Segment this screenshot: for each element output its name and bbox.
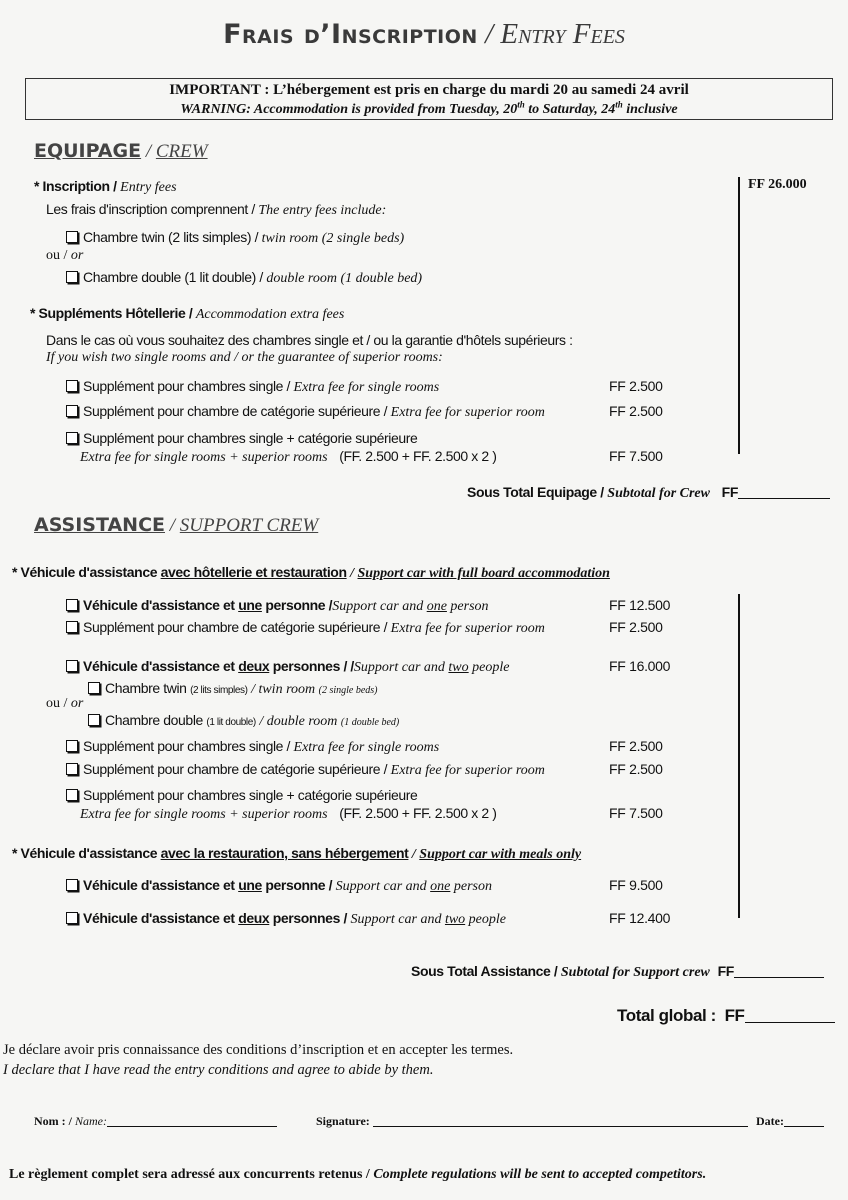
twin-fr: Chambre twin	[105, 680, 191, 696]
crew-supp-single-superior-en	[80, 448, 497, 466]
double-small: (1 lit double)	[206, 717, 256, 728]
support-heading-fr: ASSISTANCE	[34, 514, 165, 536]
title-sep: /	[477, 18, 501, 50]
support-subtotal	[411, 963, 824, 981]
notice-en-c: inclusive	[622, 102, 678, 117]
item-en-b: people	[465, 912, 506, 927]
crew-supp-single-superior[interactable]	[66, 430, 417, 446]
item-calc: (FF. 2.500 + FF. 2.500 x 2 )	[339, 805, 497, 821]
crew-twin-option[interactable]	[66, 229, 404, 247]
fb-double-option[interactable]	[88, 712, 399, 730]
fb-extra-single[interactable]	[66, 738, 439, 756]
notice-sup2: th	[615, 99, 623, 110]
accommodation-supplements-label	[30, 305, 344, 323]
full-board-label	[12, 564, 610, 582]
footer-fr: Le règlement complet sera adressé aux concurrents retenus /	[9, 1167, 374, 1182]
fb-superior[interactable]	[66, 619, 545, 637]
crew-subtotal	[467, 484, 830, 502]
item-fr-b: personnes /	[269, 910, 351, 926]
double-en: double room	[266, 714, 341, 729]
item-fr: Véhicule d'assistance et	[83, 910, 239, 926]
checkbox[interactable]	[66, 380, 78, 392]
fb-a: * Véhicule d'assistance	[12, 564, 161, 580]
item-fr: Supplément pour chambres single + catégorie supérieure	[83, 787, 418, 803]
item-fr-u: deux	[238, 910, 270, 926]
item-en-b: person	[450, 879, 493, 894]
crew-divider	[738, 177, 740, 454]
support-heading-sep: /	[165, 515, 180, 536]
supp-en: Extra fee for single rooms + superior rooms	[80, 450, 328, 465]
fb-u: avec hôtellerie et restauration	[160, 564, 347, 580]
double-en: double room (1 double bed)	[266, 271, 423, 286]
includes-fr: Les frais d'inscription comprennent /	[46, 201, 259, 217]
checkbox[interactable]	[66, 789, 78, 801]
support-heading	[34, 514, 318, 537]
notice-sup1: th	[517, 99, 525, 110]
mo-one-person[interactable]	[66, 877, 492, 895]
accommodation-notice	[25, 78, 833, 120]
item-fr: Véhicule d'assistance et	[83, 597, 239, 613]
checkbox[interactable]	[66, 231, 78, 243]
signature-label: Signature:	[316, 1114, 370, 1128]
item-en-b: person	[446, 599, 489, 614]
checkbox[interactable]	[66, 271, 78, 283]
signature-field-row	[316, 1114, 748, 1129]
double-fr: Chambre double (1 lit double) /	[83, 269, 267, 285]
checkbox[interactable]	[66, 405, 78, 417]
item-en: Extra fee for superior room	[390, 621, 545, 636]
price: FF 2.500	[609, 619, 663, 635]
entry-label-en: Entry fees	[120, 180, 177, 195]
item-fr: Supplément pour chambre de catégorie supérieure /	[83, 619, 391, 635]
price: FF 12.500	[609, 597, 671, 613]
item-en: Support car and	[353, 660, 449, 675]
crew-supp-superior[interactable]	[66, 403, 545, 421]
mo-sep: /	[408, 847, 420, 862]
fb-en: Support car with full board accommodation	[357, 566, 610, 581]
or-fr: ou /	[46, 696, 71, 711]
support-subtotal-field[interactable]	[734, 963, 824, 978]
fb-extra-single-superior-en	[80, 805, 497, 823]
item-en: Support car and	[335, 879, 431, 894]
crew-heading-en: CREW	[155, 141, 208, 162]
mo-u: avec la restauration, sans hébergement	[160, 845, 409, 861]
support-divider	[738, 594, 740, 918]
date-label: Date:	[756, 1114, 784, 1128]
crew-heading	[34, 140, 208, 163]
subtotal-fr: Sous Total Equipage /	[467, 484, 608, 500]
fb-extra-superior[interactable]	[66, 761, 545, 779]
item-en-u: two	[444, 912, 466, 927]
twin-en: twin room	[258, 682, 319, 697]
item-fr: Véhicule d'assistance et	[83, 658, 239, 674]
subtotal-currency: FF	[721, 484, 738, 500]
item-fr: Supplément pour chambres single /	[83, 738, 294, 754]
checkbox[interactable]	[66, 763, 78, 775]
item-fr: Véhicule d'assistance et	[83, 877, 239, 893]
price: FF 9.500	[609, 877, 663, 893]
checkbox[interactable]	[66, 740, 78, 752]
support-heading-en: SUPPORT CREW	[179, 515, 319, 536]
price: FF 2.500	[609, 378, 663, 394]
crew-heading-fr: EQUIPAGE	[34, 140, 142, 162]
item-en: Support car and	[350, 912, 445, 927]
total-currency: FF	[724, 1006, 745, 1025]
mo-a: * Véhicule d'assistance	[12, 845, 161, 861]
entry-includes	[46, 201, 386, 219]
twin-en: twin room (2 single beds)	[261, 231, 405, 246]
fb-extra-single-superior[interactable]	[66, 787, 417, 803]
crew-or	[46, 248, 83, 264]
checkbox[interactable]	[66, 432, 78, 444]
supp-fr: Supplément pour chambre de catégorie supérieure /	[83, 403, 391, 419]
crew-heading-sep: /	[141, 141, 156, 162]
date-field[interactable]	[784, 1114, 824, 1127]
entry-fees-label	[34, 178, 177, 196]
fb-sep: /	[346, 566, 358, 581]
item-fr: Supplément pour chambre de catégorie supérieure /	[83, 761, 391, 777]
or-en: or	[70, 248, 84, 263]
or-en: or	[70, 696, 84, 711]
item-en-b: people	[468, 660, 510, 675]
item-en-u: one	[426, 599, 447, 614]
supp-calc: (FF. 2.500 + FF. 2.500 x 2 )	[339, 448, 497, 464]
checkbox[interactable]	[66, 621, 78, 633]
twin-fr: Chambre twin (2 lits simples) /	[83, 229, 262, 245]
checkbox[interactable]	[88, 682, 100, 694]
signature-field[interactable]	[373, 1114, 748, 1127]
checkbox[interactable]	[66, 599, 78, 611]
item-en: Extra fee for single rooms	[293, 740, 440, 755]
notice-en-a: WARNING: Accommodation is provided from Tuesday, 20	[180, 102, 518, 117]
item-fr-b: personne /	[261, 597, 333, 613]
fb-one-person[interactable]	[66, 597, 489, 615]
item-en: Extra fee for single rooms + superior rooms	[80, 807, 328, 822]
supp-label-en: Accommodation extra fees	[195, 307, 345, 322]
item-en-u: two	[448, 660, 469, 675]
subtotal-currency: FF	[717, 963, 734, 979]
subtotal-en: Subtotal for Crew	[607, 486, 710, 501]
checkbox[interactable]	[66, 660, 78, 672]
crew-supp-single[interactable]	[66, 378, 439, 396]
item-fr-u: une	[238, 877, 262, 893]
supp-fr: Supplément pour chambres single + catégorie supérieure	[83, 430, 418, 446]
supp-fr: Supplément pour chambres single /	[83, 378, 294, 394]
twin-en-small: (2 single beds)	[318, 685, 378, 696]
total-field[interactable]	[745, 1006, 835, 1023]
item-en: Extra fee for superior room	[390, 763, 545, 778]
supplements-intro-en: If you wish two single rooms and / or the guarantee of superior rooms:	[46, 350, 443, 365]
supp-en: Extra fee for superior room	[390, 405, 545, 420]
crew-double-option[interactable]	[66, 269, 422, 287]
item-fr-u: une	[238, 597, 262, 613]
grand-total	[617, 1006, 835, 1026]
includes-en: The entry fees include:	[258, 203, 387, 218]
name-label-en: Name:	[75, 1114, 107, 1128]
date-row	[756, 1114, 824, 1129]
signature-row	[34, 1114, 277, 1129]
price: FF 2.500	[609, 761, 663, 777]
name-field[interactable]	[107, 1114, 277, 1127]
mo-en: Support car with meals only	[419, 847, 582, 862]
price: FF 7.500	[609, 448, 663, 464]
checkbox[interactable]	[66, 912, 78, 924]
page-title	[0, 18, 848, 51]
subtotal-fr: Sous Total Assistance /	[411, 963, 561, 979]
item-fr-b: personnes / /	[269, 658, 354, 674]
declaration-en: I declare that I have read the entry conditions and agree to abide by them.	[3, 1062, 434, 1078]
notice-fr: IMPORTANT : L’hébergement est pris en charge du mardi 20 au samedi 24 avril	[169, 82, 689, 98]
total-label: Total global :	[617, 1006, 716, 1025]
twin-sep: /	[247, 682, 259, 697]
checkbox[interactable]	[88, 714, 100, 726]
double-fr: Chambre double	[105, 712, 207, 728]
entry-label-fr: * Inscription /	[34, 178, 121, 194]
footer-note	[9, 1167, 706, 1183]
declaration-fr: Je déclare avoir pris connaissance des conditions d’inscription et en accepter les termes.	[3, 1042, 514, 1058]
notice-en-b: to Saturday, 24	[524, 102, 616, 117]
double-en-small: (1 double bed)	[340, 717, 400, 728]
price: FF 2.500	[609, 738, 663, 754]
mo-two-persons[interactable]	[66, 910, 506, 928]
name-label-fr: Nom : /	[34, 1114, 75, 1128]
footer-en: Complete regulations will be sent to accepted competitors.	[373, 1167, 707, 1182]
supp-label-fr: * Suppléments Hôtellerie /	[30, 305, 196, 321]
title-en: Entry Fees	[500, 18, 625, 50]
item-en-u: one	[430, 879, 451, 894]
price: FF 2.500	[609, 403, 663, 419]
item-fr-u: deux	[238, 658, 270, 674]
notice-en	[26, 100, 832, 119]
item-en: Support car and	[332, 599, 427, 614]
supp-en: Extra fee for single rooms	[293, 380, 440, 395]
supplements-intro-fr: Dans le cas où vous souhaitez des chambres single et / ou la garantie d'hôtels supérieurs :	[46, 332, 573, 348]
price: FF 7.500	[609, 805, 663, 821]
entry-fee-price: FF 26.000	[748, 177, 807, 192]
fb-two-persons[interactable]	[66, 658, 509, 676]
double-sep: /	[255, 714, 267, 729]
twin-small: (2 lits simples)	[190, 685, 248, 696]
crew-subtotal-field[interactable]	[738, 484, 830, 499]
price: FF 16.000	[609, 658, 671, 674]
fb-twin-option[interactable]	[88, 680, 378, 698]
subtotal-en: Subtotal for Support crew	[560, 965, 710, 980]
title-fr: Frais d’Inscription	[223, 19, 478, 50]
item-fr-b: personne /	[261, 877, 336, 893]
checkbox[interactable]	[66, 879, 78, 891]
price: FF 12.400	[609, 910, 671, 926]
support-or	[46, 696, 83, 712]
meals-only-label	[12, 845, 581, 863]
or-fr: ou /	[46, 248, 71, 263]
